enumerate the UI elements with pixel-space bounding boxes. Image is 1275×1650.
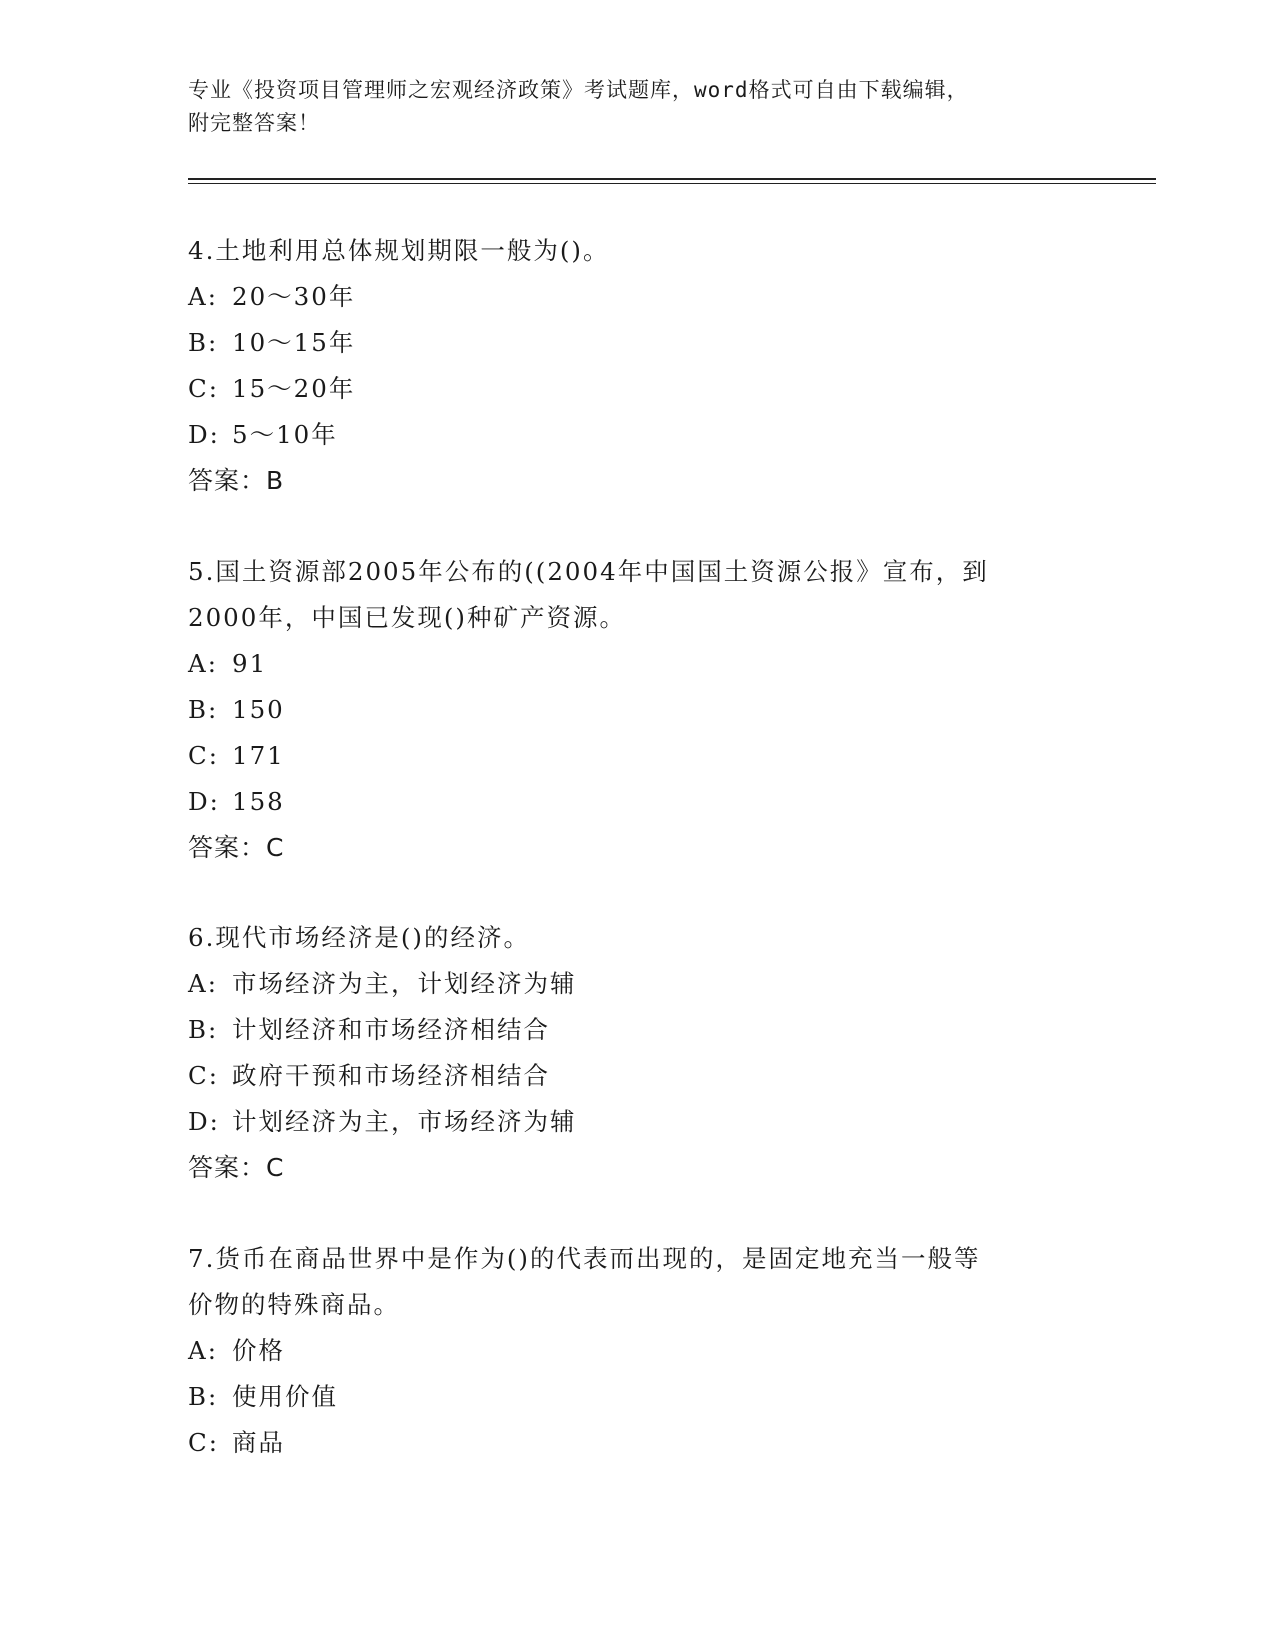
document-header <box>188 74 1068 140</box>
option-label: D: <box>188 787 220 816</box>
option-b <box>188 1374 1068 1420</box>
option-label: A: <box>188 1336 218 1365</box>
option-text: 15～20年 <box>232 374 356 403</box>
answer-value: C <box>266 1153 285 1182</box>
option-a <box>188 641 1068 687</box>
option-label: A: <box>188 649 218 678</box>
option-b <box>188 1007 1068 1053</box>
option-text: 20～30年 <box>232 282 356 311</box>
option-text: 158 <box>232 787 285 816</box>
option-c <box>188 1053 1068 1099</box>
option-label: A: <box>188 282 218 311</box>
option-text: 政府干预和市场经济相结合 <box>232 1061 550 1090</box>
question-6 <box>188 915 1068 1191</box>
option-b <box>188 687 1068 733</box>
option-text: 使用价值 <box>232 1382 338 1411</box>
option-c <box>188 1420 1068 1466</box>
question-stem-line-1: 7.货币在商品世界中是作为()的代表而出现的，是固定地充当一般等 <box>188 1244 981 1273</box>
answer-value: B <box>266 466 285 495</box>
answer-line <box>188 1145 1068 1191</box>
option-label: B: <box>188 695 219 724</box>
question-stem-line-2: 价物的特殊商品。 <box>188 1290 400 1319</box>
option-label: A: <box>188 969 218 998</box>
header-line-2: 附完整答案！ <box>188 111 320 135</box>
header-divider-thick <box>188 178 1156 180</box>
option-a <box>188 274 1068 320</box>
question-5 <box>188 549 1068 871</box>
option-text: 5～10年 <box>232 420 338 449</box>
question-7 <box>188 1236 1068 1466</box>
header-divider-thin <box>188 183 1156 184</box>
option-d <box>188 779 1068 825</box>
option-text: 91 <box>232 649 268 678</box>
option-label: B: <box>188 1015 219 1044</box>
answer-line <box>188 458 1068 504</box>
question-stem-line-2: 2000年，中国已发现()种矿产资源。 <box>188 603 626 632</box>
option-label: C: <box>188 1061 220 1090</box>
option-label: B: <box>188 328 219 357</box>
option-c <box>188 733 1068 779</box>
option-a <box>188 1328 1068 1374</box>
answer-value: C <box>266 833 285 862</box>
option-text: 计划经济为主，市场经济为辅 <box>232 1107 577 1136</box>
option-text: 171 <box>232 741 285 770</box>
option-label: C: <box>188 1428 220 1457</box>
option-d <box>188 412 1068 458</box>
option-text: 10～15年 <box>232 328 356 357</box>
option-c <box>188 366 1068 412</box>
header-line-1: 专业《投资项目管理师之宏观经济政策》考试题库，word格式可自由下载编辑， <box>188 78 969 102</box>
option-text: 计划经济和市场经济相结合 <box>232 1015 550 1044</box>
option-label: C: <box>188 741 220 770</box>
question-4 <box>188 228 1068 504</box>
option-b <box>188 320 1068 366</box>
answer-prefix: 答案： <box>188 833 267 862</box>
option-label: C: <box>188 374 220 403</box>
option-d <box>188 1099 1068 1145</box>
option-a <box>188 961 1068 1007</box>
option-label: D: <box>188 1107 220 1136</box>
option-text: 价格 <box>232 1336 285 1365</box>
option-text: 市场经济为主，计划经济为辅 <box>232 969 577 998</box>
question-stem-line-1: 5.国土资源部2005年公布的((2004年中国国土资源公报》宣布，到 <box>188 557 989 586</box>
answer-line <box>188 825 1068 871</box>
question-stem: 6.现代市场经济是()的经济。 <box>188 923 530 952</box>
option-text: 商品 <box>232 1428 285 1457</box>
option-label: D: <box>188 420 220 449</box>
option-label: B: <box>188 1382 219 1411</box>
answer-prefix: 答案： <box>188 466 267 495</box>
question-stem: 4.土地利用总体规划期限一般为()。 <box>188 236 610 265</box>
answer-prefix: 答案： <box>188 1153 267 1182</box>
option-text: 150 <box>232 695 285 724</box>
